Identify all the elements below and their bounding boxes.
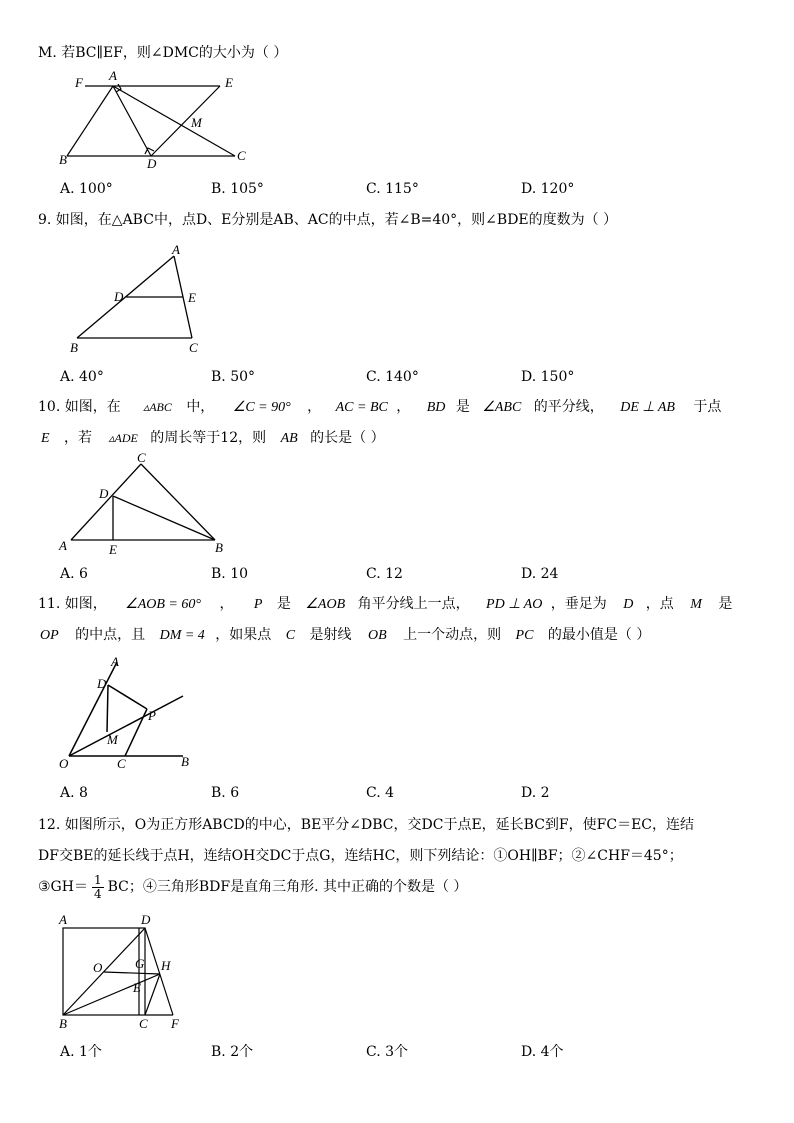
- question-11-figure: [55, 650, 205, 774]
- dm-equals-4: DM = 4: [159, 628, 205, 643]
- text: ③GH＝: [38, 879, 88, 895]
- triangle-ade: ▵ADE: [108, 431, 138, 445]
- point-e: E: [41, 431, 50, 446]
- fraction-one-quarter: [92, 874, 104, 901]
- label-A: A: [111, 654, 119, 669]
- text: 是: [718, 596, 733, 612]
- ob: OB: [367, 628, 387, 643]
- q11-option-d: D. 2: [521, 785, 550, 801]
- de-perp-ab: DE ⊥ AB: [620, 400, 675, 415]
- label-M: M: [107, 732, 118, 747]
- q9-option-d: D. 150°: [521, 369, 575, 385]
- label-H: H: [161, 958, 171, 973]
- q12-option-c: C. 3个: [366, 1044, 409, 1060]
- label-M: M: [191, 115, 202, 130]
- text: 的最小值是（ ）: [547, 627, 651, 643]
- q8-option-d: D. 120°: [521, 181, 575, 197]
- point-m: M: [690, 597, 702, 612]
- question-12-line-2: DF交BE的延长线于点H，连结OH交DC于点G，连结HC，则下列结论：①OH∥BF；②∠CHF＝45°；: [38, 848, 683, 864]
- ac-equals-bc: AC = BC: [335, 400, 388, 415]
- label-D: D: [141, 912, 151, 927]
- label-C: C: [237, 148, 246, 163]
- q8-option-b: B. 105°: [211, 181, 264, 197]
- label-B: B: [181, 754, 189, 769]
- angle-c-90: ∠C = 90°: [232, 400, 291, 415]
- ab: AB: [280, 431, 298, 446]
- label-E: E: [188, 290, 196, 305]
- point-p: P: [253, 597, 263, 612]
- question-10-line-2: [38, 429, 385, 448]
- text: 的平分线，: [533, 399, 604, 415]
- q10-option-d: D. 24: [521, 566, 559, 582]
- question-8-figure: [55, 68, 265, 172]
- q12-option-b: B. 2个: [211, 1044, 254, 1060]
- q11-option-c: C. 4: [366, 785, 395, 801]
- label-A: A: [172, 244, 180, 257]
- label-C: C: [137, 452, 146, 465]
- point-d: D: [623, 597, 634, 612]
- q11-option-a: A. 8: [60, 785, 88, 801]
- label-B: B: [59, 1016, 67, 1031]
- question-12-figure: [55, 912, 205, 1036]
- text: ，垂足为: [550, 596, 607, 612]
- label-A: A: [59, 538, 67, 553]
- text: BC；④三角形BDF是直角三角形. 其中正确的个数是（ ）: [107, 879, 468, 895]
- q12-option-d: D. 4个: [521, 1044, 564, 1060]
- q10-option-a: A. 6: [60, 566, 88, 582]
- label-D: D: [99, 486, 109, 501]
- text: 的长是（ ）: [310, 430, 385, 446]
- text: ，点: [645, 596, 674, 612]
- question-12-line-1: 12. 如图所示，O为正方形ABCD的中心，BE平分∠DBC，交DC于点E，延长BC到F，使FC＝EC，连结: [38, 817, 694, 833]
- text: ，若: [64, 430, 93, 446]
- q9-option-a: A. 40°: [60, 369, 104, 385]
- question-10-figure: [55, 452, 240, 558]
- label-B: B: [70, 340, 78, 355]
- label-E: E: [133, 980, 141, 995]
- label-D: D: [97, 676, 107, 691]
- question-8-text: M. 若BC∥EF，则∠DMC的大小为（ ）: [38, 45, 288, 61]
- label-F: F: [171, 1016, 179, 1031]
- q9-option-b: B. 50°: [211, 369, 256, 385]
- text: ，: [396, 399, 411, 415]
- text: 11. 如图，: [38, 596, 107, 612]
- question-11-line-2: [38, 626, 650, 645]
- text: 是: [276, 596, 291, 612]
- q11-option-b: B. 6: [211, 785, 240, 801]
- question-11-line-1: [38, 595, 732, 614]
- text: 角平分线上一点，: [357, 596, 470, 612]
- label-C: C: [139, 1016, 148, 1031]
- text: 是: [455, 399, 470, 415]
- pc: PC: [515, 628, 534, 643]
- text: 的中点，且: [75, 627, 146, 643]
- point-c: C: [285, 628, 296, 643]
- question-10-line-1: [38, 398, 721, 417]
- angle-abc: ∠ABC: [482, 400, 522, 415]
- q8-option-c: C. 115°: [366, 181, 419, 197]
- label-G: G: [135, 956, 145, 971]
- label-A: A: [109, 68, 117, 83]
- pd-perp-ao: PD ⊥ AO: [486, 597, 543, 612]
- question-9-text: 9. 如图，在△ABC中，点D、E分别是AB、AC的中点，若∠B=40°，则∠BDE的度数为（ ）: [38, 212, 618, 228]
- angle-aob: ∠AOB: [305, 597, 346, 612]
- angle-aob-60: ∠AOB = 60°: [125, 597, 201, 612]
- denominator: 4: [93, 886, 102, 901]
- q10-option-b: B. 10: [211, 566, 249, 582]
- triangle-abc: ▵ABC: [143, 400, 172, 414]
- label-D: D: [147, 156, 157, 171]
- label-B: B: [215, 540, 223, 555]
- label-E: E: [225, 75, 233, 90]
- label-O: O: [93, 960, 103, 975]
- q12-option-a: A. 1个: [60, 1044, 102, 1060]
- text: ，: [307, 399, 322, 415]
- question-9-figure: [62, 244, 222, 356]
- numerator: 1: [93, 872, 102, 887]
- op: OP: [40, 628, 59, 643]
- bd: BD: [426, 400, 446, 415]
- text: 是射线: [309, 627, 352, 643]
- question-12-line-3: [38, 873, 467, 901]
- q8-option-a: A. 100°: [60, 181, 113, 197]
- text: 上一个动点，则: [403, 627, 502, 643]
- q10-option-c: C. 12: [366, 566, 403, 582]
- text: ，: [219, 596, 234, 612]
- text: 中，: [186, 399, 215, 415]
- text: 10. 如图，在: [38, 399, 121, 415]
- label-O: O: [59, 756, 69, 771]
- label-P: P: [148, 708, 156, 723]
- label-D: D: [114, 289, 124, 304]
- label-C: C: [189, 340, 198, 355]
- text: 的周长等于12，则: [150, 430, 267, 446]
- text: 于点: [693, 399, 722, 415]
- label-E: E: [109, 542, 117, 557]
- q9-option-c: C. 140°: [366, 369, 419, 385]
- label-B: B: [59, 152, 67, 167]
- label-C: C: [117, 756, 126, 771]
- label-F: F: [75, 75, 83, 90]
- label-A: A: [59, 912, 67, 927]
- text: ，如果点: [215, 627, 272, 643]
